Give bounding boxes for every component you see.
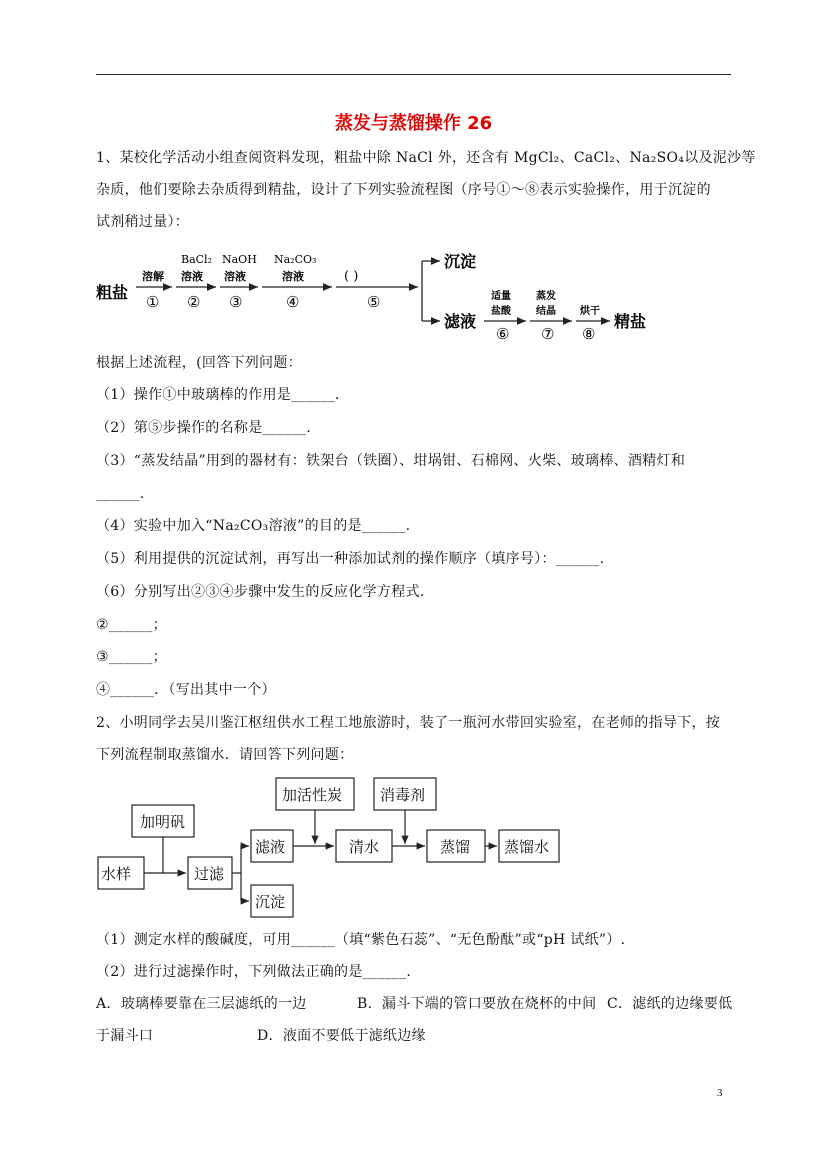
- distilled-water-flow-diagram: [96, 776, 566, 921]
- q2-option-d: D．液面不要低于滤纸边缘: [257, 1028, 426, 1044]
- q1-part3-line2: ______.: [96, 486, 145, 502]
- q1-part5: （5）利用提供的沉淀试剂，再写出一种添加试剂的操作顺序（填序号）：______.: [96, 551, 605, 567]
- q1-part4: （4）实验中加入“Na₂CO₃溶液”的目的是______.: [96, 518, 411, 534]
- q1-answer3: ③______；: [96, 649, 167, 665]
- step3-reagent-solution: 溶液: [224, 270, 246, 283]
- step2-number: ②: [187, 293, 201, 311]
- q2-part2: （2）进行过滤操作时，下列做法正确的是______.: [96, 964, 412, 980]
- q2-option-a: A．玻璃棒要靠在三层滤纸的一边: [96, 996, 307, 1012]
- disinfectant-label: 消毒剂: [380, 786, 426, 804]
- sample-label: 水样: [101, 865, 132, 883]
- alum-label: 加明矾: [140, 813, 186, 831]
- clear-water-label: 清水: [349, 838, 380, 856]
- header-rule: [96, 74, 731, 75]
- step5-number: ⑤: [367, 293, 381, 311]
- step5-blank: ( ): [344, 269, 359, 284]
- step3-reagent: NaOH: [222, 253, 257, 266]
- filtrate-label-2: 滤液: [255, 838, 286, 856]
- q2-intro-line2: 下列流程制取蒸馏水．请回答下列问题：: [96, 747, 354, 763]
- q1-intro-line1: 1、某校化学活动小组查阅资料发现，粗盐中除 NaCl 外，还含有 MgCl₂、CaCl₂、Na₂SO₄以及泥沙等: [96, 150, 756, 166]
- q1-part3-line1: （3）“蒸发结晶”用到的器材有：铁架台（铁圈）、坩埚钳、石棉网、火柴、玻璃棒、酒精灯和: [96, 453, 686, 469]
- step8-number: ⑧: [582, 325, 596, 343]
- step7-op2: 结晶: [536, 306, 556, 317]
- distilled-water-label: 蒸馏水: [504, 838, 550, 856]
- step1-reagent: 溶解: [142, 270, 164, 283]
- q2-option-c-line1: C．滤纸的边缘要低: [607, 996, 733, 1012]
- step6-reagent: 盐酸: [491, 306, 511, 317]
- q1-part1: （1）操作①中玻璃棒的作用是______.: [96, 387, 340, 403]
- q1-part6: （6）分别写出②③④步骤中发生的反应化学方程式.: [96, 584, 425, 600]
- q1-part2: （2）第⑤步操作的名称是______.: [96, 420, 312, 436]
- q1-intro-line3: 试剂稍过量）：: [96, 214, 190, 230]
- q2-option-b: B．漏斗下端的管口要放在烧杯的中间: [357, 996, 597, 1012]
- precipitate-label-2: 沉淀: [255, 893, 286, 911]
- step7-op1: 蒸发: [536, 291, 556, 302]
- step2-reagent-solution: 溶液: [181, 270, 203, 283]
- q1-intro-line2: 杂质，他们要除去杂质得到精盐，设计了下列实验流程图（序号①～⑧表示实验操作，用于沉淀的: [96, 182, 711, 198]
- salt-purification-flow-diagram: [96, 243, 656, 343]
- step1-number: ①: [146, 293, 160, 311]
- activated-carbon-label: 加活性炭: [282, 786, 343, 804]
- step6-reagent-amount: 适量: [491, 291, 511, 302]
- q2-option-c-line2: 于漏斗口: [96, 1028, 154, 1044]
- q2-intro-line1: 2、小明同学去吴川鉴江枢纽供水工程工地旅游时，装了一瓶河水带回实验室，在老师的指导下，按: [96, 715, 721, 731]
- q1-answer4: ④______．（写出其中一个）: [96, 682, 276, 698]
- q2-part1: （1）测定水样的酸碱度，可用______（填“紫色石蕊”、“无色酚酞”或“pH 试纸”）.: [96, 932, 626, 948]
- filtrate-label: 滤液: [444, 312, 477, 331]
- refined-salt-label: 精盐: [614, 312, 647, 331]
- step4-reagent: Na₂CO₃: [274, 253, 317, 266]
- step7-number: ⑦: [541, 325, 555, 343]
- step4-reagent-solution: 溶液: [282, 270, 304, 283]
- page-title: 蒸发与蒸馏操作 26: [334, 113, 493, 134]
- step6-number: ⑥: [496, 325, 510, 343]
- step3-number: ③: [229, 293, 243, 311]
- filter-label: 过滤: [194, 865, 225, 883]
- q1-answer2: ②______；: [96, 617, 167, 633]
- crude-salt-label: 粗盐: [96, 283, 129, 302]
- precipitate-label: 沉淀: [444, 252, 477, 271]
- distill-label: 蒸馏: [440, 838, 471, 856]
- step2-reagent: BaCl₂: [181, 253, 212, 266]
- step4-number: ④: [286, 293, 300, 311]
- step8-op: 烘干: [580, 306, 600, 317]
- page-number: 3: [717, 1087, 723, 1099]
- q1-lead: 根据上述流程，(回答下列问题：: [96, 355, 302, 371]
